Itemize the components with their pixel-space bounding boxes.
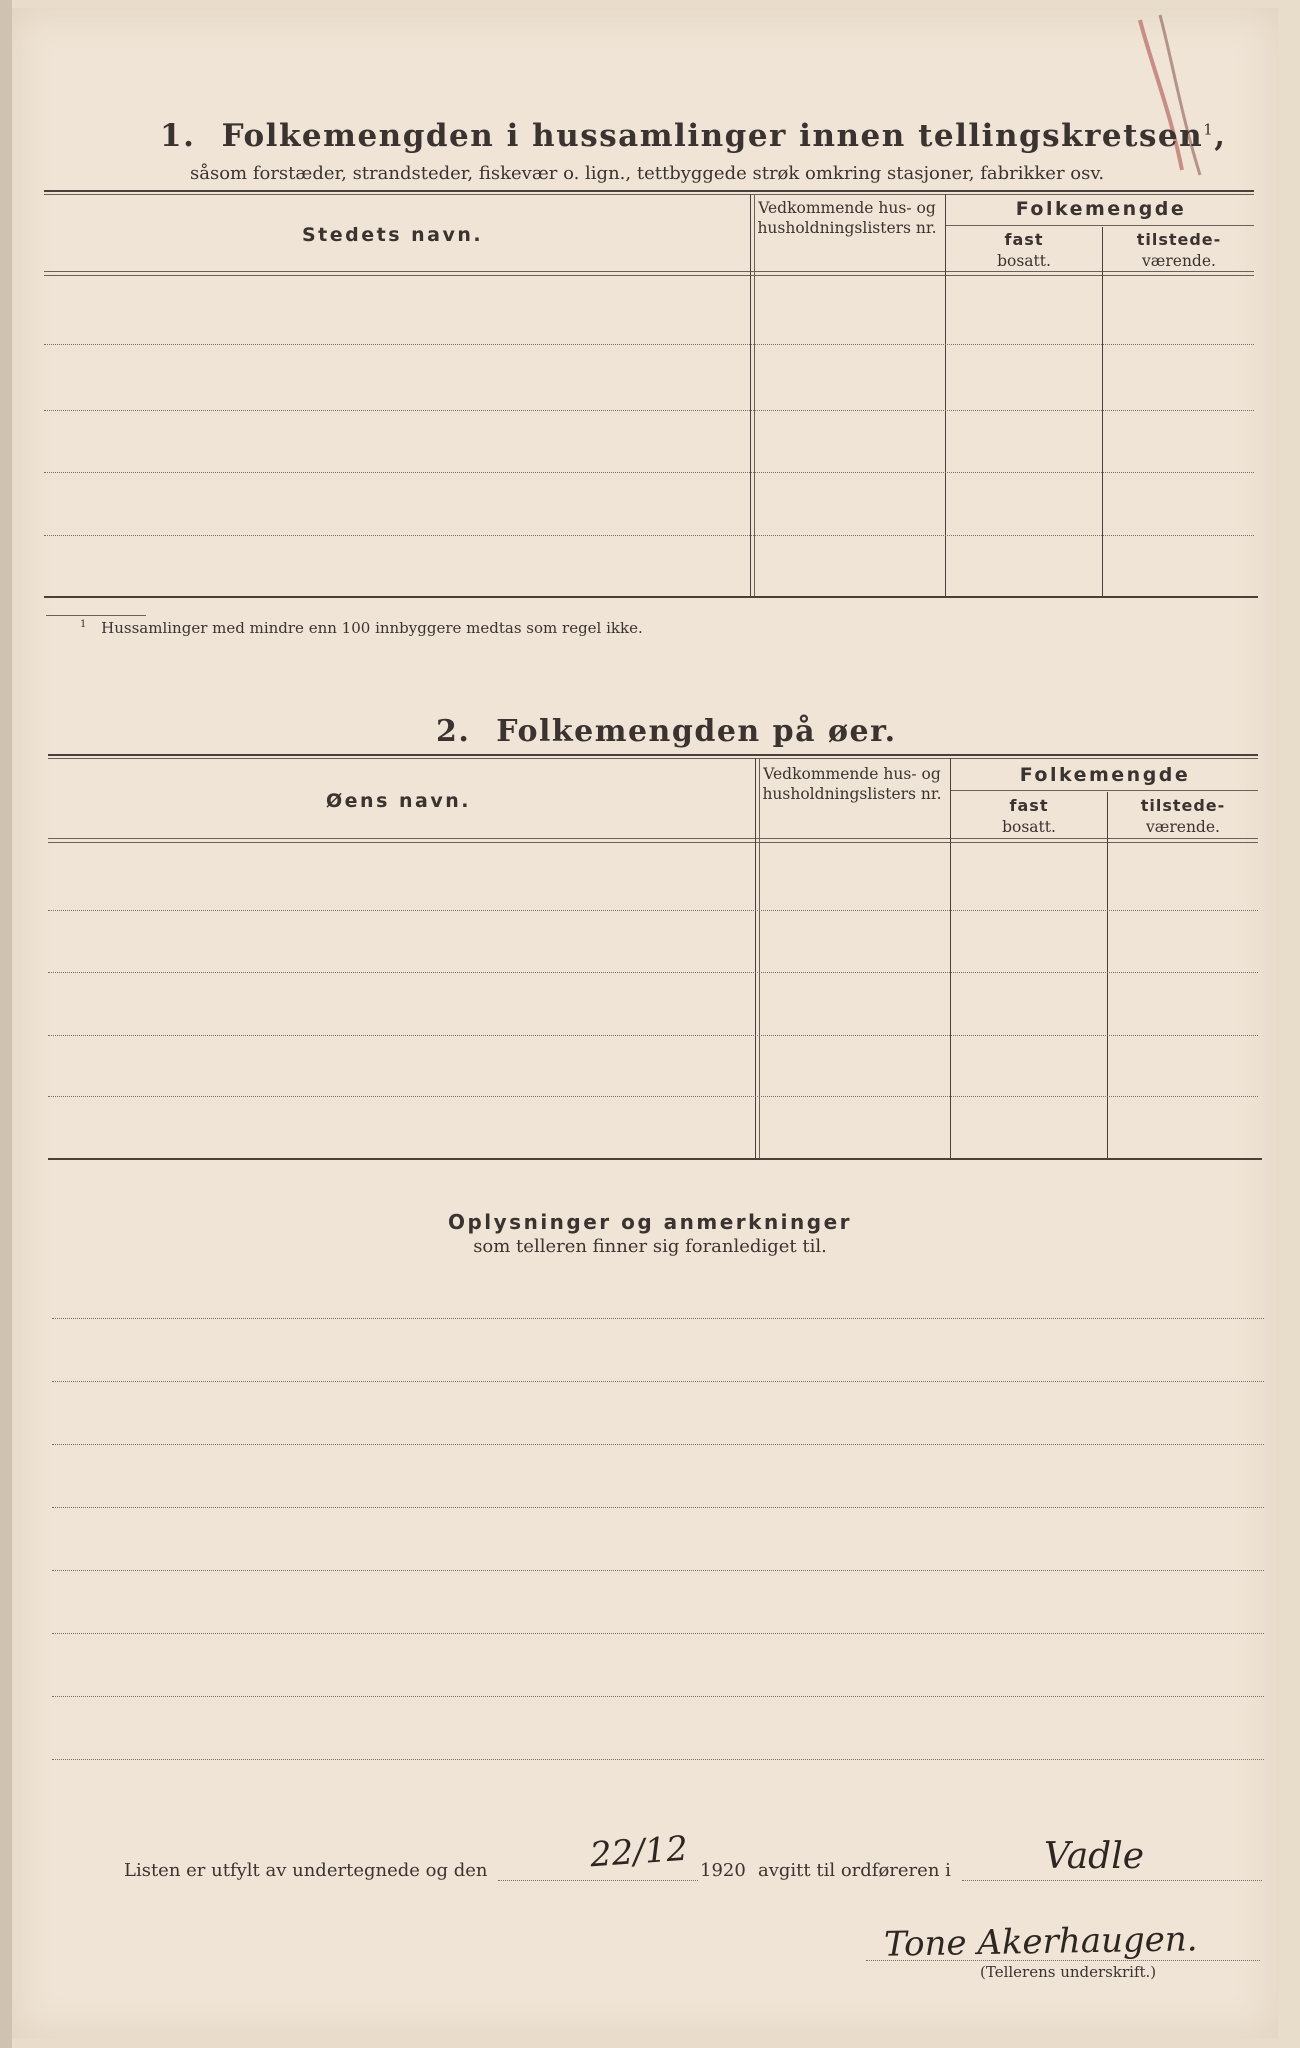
section2-bottom-rule (48, 1158, 1262, 1160)
section2-divider-1b (759, 758, 760, 1158)
section3-subtitle: som telleren finner sig foranlediget til. (473, 1236, 827, 1257)
signature-year: 1920 (700, 1860, 746, 1881)
section3-title: Oplysninger og anmerkninger (447, 1210, 853, 1234)
section2-col-list: Vedkommende hus- og husholdningslisters nr. (762, 765, 942, 803)
section1-group-rule (946, 225, 1254, 226)
signature-prefix: Listen er utfylt av undertegnede og den (124, 1860, 488, 1881)
section1-col-tilstede: tilstede- (1136, 230, 1222, 249)
section2-col-tilstede-sub: værende. (1146, 818, 1220, 836)
signature-caption: (Tellerens underskrift.) (980, 1963, 1157, 1981)
section2-divider-3 (1107, 792, 1108, 1158)
section2-title: Folkemengden på øer. (496, 714, 897, 749)
section2-divider-2 (950, 758, 951, 1158)
section1-bottom-rule (44, 596, 1258, 598)
section1-col-fast-sub: bosatt. (997, 252, 1051, 270)
section1-title-suffix: , (1214, 118, 1227, 154)
section1-row-line (44, 410, 1254, 411)
footnote-text: Hussamlinger med mindre enn 100 innbyggere medtas som regel ikke. (101, 619, 643, 637)
signature-line (866, 1960, 1260, 1961)
section1-col-list: Vedkommende hus- og husholdningslisters nr. (757, 199, 937, 237)
section1-footnote (80, 619, 643, 637)
section1-top-rule-2 (44, 194, 1254, 195)
section1-row-line (44, 472, 1254, 473)
section2-col-tilstede: tilstede- (1140, 796, 1226, 815)
notes-line (52, 1318, 1264, 1319)
footnote-number: 1 (80, 619, 87, 630)
section2-row-line (48, 972, 1258, 973)
handwritten-place: Vadle (1044, 1836, 1145, 1877)
section2-row-line (48, 1035, 1258, 1036)
section2-col-name: Øens navn. (326, 790, 471, 812)
section1-col-name: Stedets navn. (302, 224, 484, 246)
section2-col-group: Folkemengde (1019, 764, 1191, 786)
section1-heading (160, 118, 1227, 154)
notes-line (52, 1444, 1264, 1445)
section1-header-rule-2 (44, 275, 1254, 276)
notes-line (52, 1696, 1264, 1697)
section1-row-line (44, 344, 1254, 345)
red-ink-mark (1120, 10, 1210, 180)
handwritten-date: 22/12 (588, 1828, 690, 1876)
section1-col-group: Folkemengde (1015, 198, 1187, 220)
section2-top-rule-2 (48, 758, 1258, 759)
paper-edge (0, 0, 12, 2048)
section2-row-line (48, 1096, 1258, 1097)
section2-heading (436, 714, 897, 749)
section2-row-line (48, 910, 1258, 911)
section2-group-rule (950, 790, 1258, 791)
handwritten-signature: Tone Akerhaugen. (883, 1919, 1198, 1965)
census-form-page (12, 8, 1278, 2038)
section2-col-fast: fast (1009, 796, 1049, 815)
place-line (962, 1880, 1262, 1881)
section1-footnote-mark: 1 (1203, 120, 1215, 139)
notes-line (52, 1759, 1264, 1760)
notes-line (52, 1507, 1264, 1508)
section2-number: 2. (436, 714, 471, 749)
section1-row-line (44, 535, 1254, 536)
section1-top-rule (44, 190, 1254, 192)
section1-title: Folkemengden i hussamlinger innen tellingskretsen (221, 118, 1204, 154)
footnote-rule (46, 615, 146, 616)
section1-number: 1. (160, 118, 196, 154)
section1-divider-3 (1102, 227, 1103, 596)
section1-subtitle: såsom forstæder, strandsteder, fiskevær o. lign., tettbyggede strøk omkring stasjoner, fabrikker osv. (190, 163, 1105, 184)
notes-line (52, 1633, 1264, 1634)
section1-col-fast: fast (1004, 230, 1044, 249)
section2-header-rule-2 (48, 842, 1258, 843)
section2-header-rule (48, 838, 1258, 839)
signature-middle: avgitt til ordføreren i (758, 1860, 951, 1881)
notes-line (52, 1570, 1264, 1571)
section2-divider-1 (755, 758, 756, 1158)
section1-col-tilstede-sub: værende. (1142, 252, 1216, 270)
section2-col-fast-sub: bosatt. (1002, 818, 1056, 836)
section1-header-rule (44, 271, 1254, 272)
section2-top-rule (48, 754, 1258, 756)
date-line (498, 1880, 698, 1881)
notes-line (52, 1381, 1264, 1382)
